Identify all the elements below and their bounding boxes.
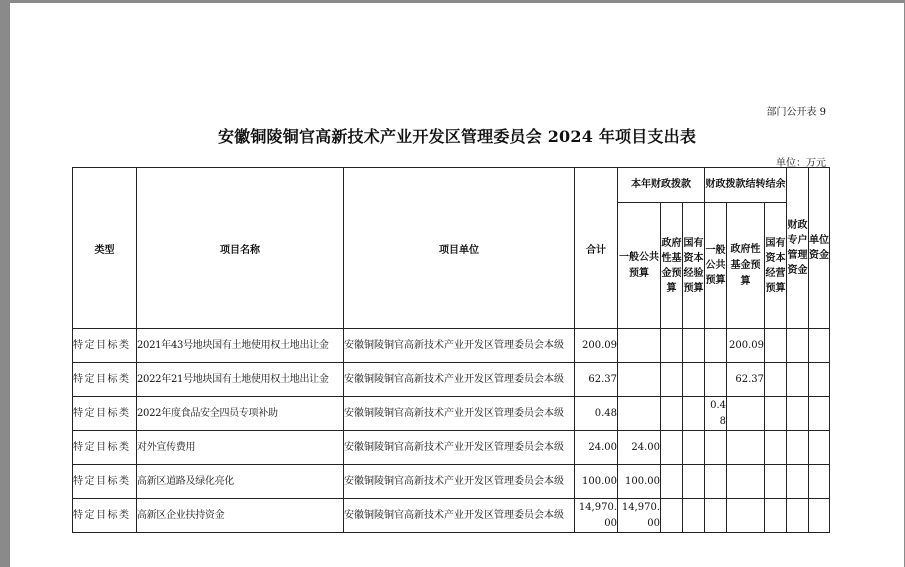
table-row [73, 329, 830, 363]
cell-unit-funds [809, 363, 830, 397]
cell-cy-general [618, 397, 661, 431]
cell-project-name: 高新区道路及绿化亮化 [137, 465, 344, 499]
cell-cy-general: 100.00 [618, 465, 661, 499]
header-project-name: 项目名称 [137, 168, 344, 329]
header-cy-gov-fund-budget: 政府性基金预算 [661, 203, 683, 329]
header-carryover-balance: 财政拨款结转结余 [705, 168, 787, 203]
cell-project-unit: 安徽铜陵铜官高新技术产业开发区管理委员会本级 [344, 363, 575, 397]
cell-cy-gov-fund [661, 499, 683, 533]
cell-co-general: 0.48 [705, 397, 727, 431]
header-project-unit: 项目单位 [344, 168, 575, 329]
cell-total: 200.09 [575, 329, 618, 363]
cell-cy-gov-fund [661, 329, 683, 363]
cell-cy-gov-fund [661, 397, 683, 431]
cell-type: 特定目标类 [73, 431, 137, 465]
table-header [73, 168, 830, 329]
cell-unit-funds [809, 431, 830, 465]
table-row [73, 431, 830, 465]
cell-type: 特定目标类 [73, 329, 137, 363]
cell-cy-gov-fund [661, 363, 683, 397]
cell-project-unit: 安徽铜陵铜官高新技术产业开发区管理委员会本级 [344, 499, 575, 533]
cell-cy-state-capital [683, 431, 705, 465]
cell-cy-state-capital [683, 329, 705, 363]
cell-co-state-capital [765, 397, 787, 431]
cell-project-name: 高新区企业扶持资金 [137, 499, 344, 533]
cell-co-gov-fund: 62.37 [727, 363, 765, 397]
cell-project-name: 对外宣传费用 [137, 431, 344, 465]
header-co-gov-fund-budget: 政府性基金预算 [727, 203, 765, 329]
cell-cy-state-capital [683, 465, 705, 499]
cell-special-account [787, 431, 809, 465]
header-current-year-appropriation: 本年财政拨款 [618, 168, 705, 203]
table-row [73, 397, 830, 431]
page-title: 安徽铜陵铜官高新技术产业开发区管理委员会 2024 年项目支出表 [217, 127, 697, 146]
cell-cy-general [618, 329, 661, 363]
cell-cy-state-capital [683, 397, 705, 431]
cell-co-general [705, 499, 727, 533]
cell-project-name: 2022年度食品安全四员专项补助 [137, 397, 344, 431]
cell-unit-funds [809, 465, 830, 499]
cell-cy-state-capital [683, 363, 705, 397]
cell-type: 特定目标类 [73, 499, 137, 533]
cell-co-state-capital [765, 465, 787, 499]
header-co-general-budget: 一般公共预算 [705, 203, 727, 329]
cell-unit-funds [809, 499, 830, 533]
cell-cy-state-capital [683, 499, 705, 533]
header-type: 类型 [73, 168, 137, 329]
cell-co-general [705, 465, 727, 499]
cell-co-general [705, 329, 727, 363]
cell-unit-funds [809, 397, 830, 431]
header-co-state-capital-budget: 国有资本经营预算 [765, 203, 787, 329]
cell-co-general [705, 363, 727, 397]
cell-special-account [787, 397, 809, 431]
cell-co-general [705, 431, 727, 465]
cell-co-state-capital [765, 499, 787, 533]
table-row [73, 363, 830, 397]
cell-cy-gov-fund [661, 465, 683, 499]
cell-project-unit: 安徽铜陵铜官高新技术产业开发区管理委员会本级 [344, 329, 575, 363]
cell-unit-funds [809, 329, 830, 363]
cell-type: 特定目标类 [73, 397, 137, 431]
cell-special-account [787, 499, 809, 533]
header-total: 合计 [575, 168, 618, 329]
cell-co-state-capital [765, 329, 787, 363]
cell-special-account [787, 363, 809, 397]
cell-total: 62.37 [575, 363, 618, 397]
cell-co-state-capital [765, 431, 787, 465]
cell-project-unit: 安徽铜陵铜官高新技术产业开发区管理委员会本级 [344, 465, 575, 499]
cell-type: 特定目标类 [73, 363, 137, 397]
table-row [73, 499, 830, 533]
cell-co-gov-fund [727, 465, 765, 499]
cell-project-unit: 安徽铜陵铜官高新技术产业开发区管理委员会本级 [344, 397, 575, 431]
cell-co-gov-fund: 200.09 [727, 329, 765, 363]
cell-cy-general [618, 363, 661, 397]
cell-co-gov-fund [727, 431, 765, 465]
expenditure-table [72, 167, 830, 533]
cell-cy-gov-fund [661, 431, 683, 465]
cell-special-account [787, 329, 809, 363]
cell-special-account [787, 465, 809, 499]
cell-co-state-capital [765, 363, 787, 397]
cell-total: 100.00 [575, 465, 618, 499]
header-special-account-funds: 财政专户管理资金 [787, 168, 809, 329]
header-unit-funds: 单位资金 [809, 168, 830, 329]
cell-project-name: 2021年43号地块国有土地使用权土地出让金 [137, 329, 344, 363]
cell-type: 特定目标类 [73, 465, 137, 499]
header-cy-general-budget: 一般公共预算 [618, 203, 661, 329]
cell-project-name: 2022年21号地块国有土地使用权土地出让金 [137, 363, 344, 397]
cell-project-unit: 安徽铜陵铜官高新技术产业开发区管理委员会本级 [344, 431, 575, 465]
cell-cy-general: 24.00 [618, 431, 661, 465]
cell-total: 24.00 [575, 431, 618, 465]
cell-co-gov-fund [727, 499, 765, 533]
header-cy-state-capital-budget: 国有资本经验预算 [683, 203, 705, 329]
cell-total: 14,970.00 [575, 499, 618, 533]
table-body [73, 329, 830, 533]
table-row [73, 465, 830, 499]
unit-label: 单位：万元 [776, 158, 826, 169]
cell-co-gov-fund [727, 397, 765, 431]
form-number: 部门公开表 9 [766, 107, 826, 118]
cell-cy-general: 14,970.00 [618, 499, 661, 533]
cell-total: 0.48 [575, 397, 618, 431]
